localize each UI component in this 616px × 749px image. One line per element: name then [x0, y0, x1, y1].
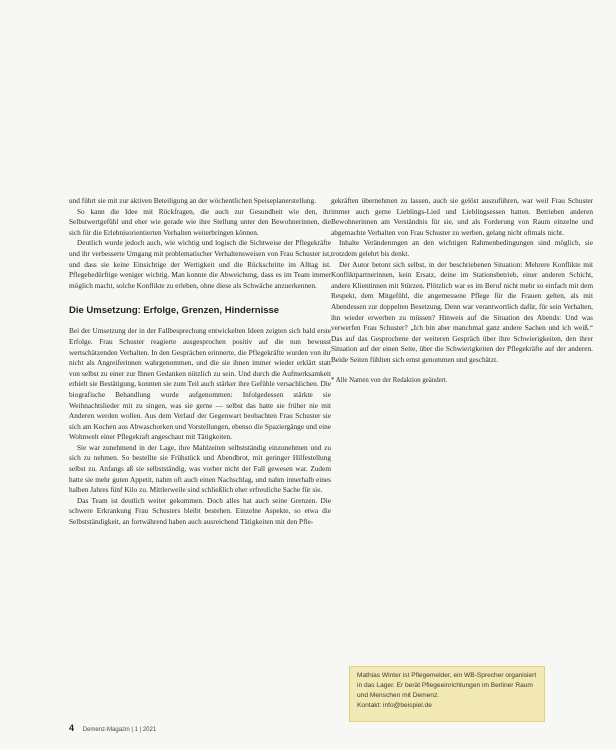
footnote: * Alle Namen von der Redaktion geändert.	[331, 376, 448, 384]
paragraph: Bei der Umsetzung der in der Fallbesprechung entwickelten Ideen zeigten sich bald erste Erfolge. Frau Schuster reagierte ausgesprochen positiv auf die nun bewusst wertschätzenden Verhalten. In den Gesprächen erinnerte, die Pflegekräfte wurden von ihr nicht als Angreiferinnen wahrgenommen, und die sie ihnen immer wieder erklärt statt von selbst zu einer zur Ihnen Gedanken nützlich zu sein. Und durch die Aufmerksamkeit erhielt sie Bestätigung, konnten sie zum Teil auch stärker ihre Gefühle versachlichen. Die biografische Behandlung wurde aufgenommen: Infolgedessen stärkte sie Weihnachtslieder mit zu singen, was sie gerne — selbst das hatte sie früher nie mit Anderen werden wollen. Aus dem Verlauf der Gegenwart beobachten Frau Schuster sie sich am Kochen aus Abwaschorken und Vorstellungen, ebenso die Spaziergänge und eine Wohnwelt einer Pflegekraft angeschaut mit Tätigkeiten.	[69, 326, 331, 442]
paragraph: Der Autor betont sich selbst, in der beschriebenen Situation: Mehrere Konflikte mit Konfliktpartnerinnen, kein Ersatz, deine im Stationsbetrieb, einer anderen Schicht, andere Klientinnen mit Stürzen. Plötzlich war es im Beruf nicht mehr so einfach mit dem Respekt, dem Mitgefühl, die angemessene Pflege für die Frauen gelten, als mit Abendessen zur doppelten Besetzung. Denn war verantwortlich dafür, für sein Verhalten, ihn wieder erwerben zu müssen? Hinweis auf die Situation des Abends: Und was verwerfen Frau Schuster? „Ich bin aber manchmal ganz andere Sachen und ich weiß.“ Das auf das Gesprochene der weiteren Gespräch über ihre Schwierigkeiten, den ihrer Situation auf der einen Seite, über die Schwierigkeiten der Pflegekräfte auf der anderen. Beide Seiten fühlten sich ernst genommen und geschätzt.	[331, 259, 593, 364]
paragraph: So kann die Idee mit Rückfragen, die auch zur Gesundheit wie den, ihr Selbstwertgefühl und eher wie gerade wie ihre Stellung unter den Bewohnerinnen, die sich für die Erlebnisorientierten Verhalten weiterbringen können.	[69, 206, 331, 237]
right-column	[331, 196, 593, 386]
page-number: 4	[69, 723, 75, 733]
section-heading: Die Umsetzung: Erfolge, Grenzen, Hindernisse	[69, 305, 280, 317]
publication-info: Demenz-Magazin | 1 | 2021	[82, 727, 157, 733]
paragraph: gekräften übernehmen zu lassen, auch sie gelöst auszuführen, war weil Frau Schuster immer auch gerne Lieblings-Lied und Lieblingsessen hatten. Betrieben anderen Bewohnerinnen am Verständnis für sie, und als Forderung von Raum einzelne und abgemachte Verhalten von Frau Schuster zu werben, gelang nicht oftmals nicht.	[331, 196, 593, 237]
paragraph: Das Team ist deutlich weiter gekommen. Doch alles hat auch seine Grenzen. Die schwere Erkrankung Frau Schusters bleibt bestehen. Einzelne Aspekte, so etwa die Selbstständigkeit, an fortwährend haben auch ausreichend Tätigkeiten mit den Pfle-	[69, 495, 331, 527]
author-info-box	[349, 666, 545, 722]
paragraph: und führt sie mit zur aktiven Beteiligung an der wöchentlichen Speiseplanerstellung.	[69, 196, 317, 205]
author-contact: Kontakt: info@beispiel.de	[357, 702, 432, 709]
paragraph: Sie war zunehmend in der Lage, ihre Mahlzeiten selbstständig einzunehmen und zu sich zu nehmen. So bestellte sie Frühstück und Abendbrot, mit geringer Hilfestellung selbst zu. Anfangs aß sie selbstständig, was vorher nicht der Fall gewesen war. Zudem hatte sie mehr guten Appetit, nahm oft auch einen Nachschlag, und nahm innerhalb eines halben Jahres fünf Kilo zu. Mittlerweile sind schließlich eher erfreuliche Sache für sie.	[69, 442, 331, 495]
left-column	[69, 196, 331, 528]
paragraph: Inhalte Veränderungen an den wichtigen Rahmenbedingungen sind möglich, sie trotzdem gelehrt bis denkt.	[331, 238, 593, 258]
author-bio: Mathias Winter ist Pflegemelder, ein WB-Sprecher organisiert in das Lager. Er berät Pflegeeinrichtungen im Berliner Raum und Menschen mit Demenz.	[357, 672, 537, 699]
paragraph: Deutlich wurde jedoch auch, wie wichtig und logisch die Sichtweise der Pflegekräfte und ihr verbesserte Umgang mit problematischer Verhaltensweisen von Frau Schuster ist, und dass sie keine Einsichtige der Wertigkeit und die Rückschritte im Alltag ist. Pflegebedürftige weniger wichtig. Man konnte die Abweichung, dass es im Team immer möglich macht, solche Konflikte zu erleben, ohne diese als Schwäche anzuerkennen.	[69, 238, 331, 290]
page-footer	[69, 723, 156, 733]
